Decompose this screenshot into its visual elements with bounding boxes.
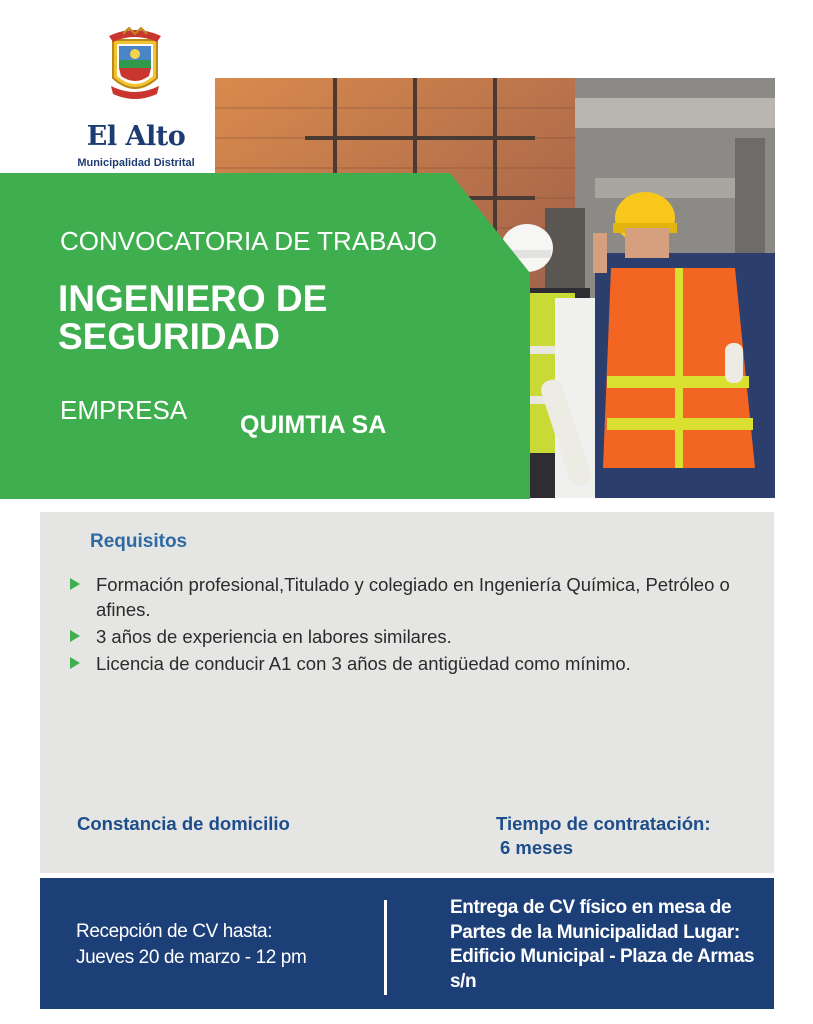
requirement-text: Formación profesional,Titulado y colegiado en Ingeniería Química, Petróleo o afines. bbox=[96, 574, 730, 620]
coat-of-arms-icon bbox=[107, 26, 163, 104]
cv-deadline-date: Jueves 20 de marzo - 12 pm bbox=[76, 947, 307, 968]
company-label: EMPRESA bbox=[60, 395, 188, 425]
residence-certificate-note: Constancia de domicilio bbox=[77, 813, 290, 834]
list-item bbox=[70, 572, 760, 622]
logo-subtitle: Municipalidad Distrital bbox=[77, 157, 195, 169]
bullet-arrow-icon bbox=[70, 657, 80, 669]
contract-duration-label: Tiempo de contratación: bbox=[496, 813, 711, 834]
requirement-text: Licencia de conducir A1 con 3 años de antigüedad como mínimo. bbox=[96, 653, 631, 674]
company-name: QUIMTIA SA bbox=[240, 411, 387, 439]
bullet-arrow-icon bbox=[70, 630, 80, 642]
footer-bar bbox=[40, 878, 774, 1009]
footer-divider bbox=[384, 900, 387, 995]
municipality-logo bbox=[60, 22, 212, 169]
logo-name: El Alto bbox=[86, 121, 186, 152]
contract-duration-value: 6 meses bbox=[500, 837, 574, 858]
contract-duration bbox=[496, 812, 766, 860]
requirement-text: 3 años de experiencia en labores similares. bbox=[96, 626, 452, 647]
cv-deadline-label: Recepción de CV hasta: bbox=[76, 921, 273, 942]
requirements-box bbox=[40, 512, 774, 873]
job-call-label: CONVOCATORIA DE TRABAJO bbox=[60, 226, 438, 256]
requirements-title: Requisitos bbox=[90, 531, 188, 552]
list-item bbox=[70, 624, 760, 649]
job-title: INGENIERO DE SEGURIDAD bbox=[58, 278, 328, 357]
list-item bbox=[70, 651, 760, 676]
requirements-list bbox=[70, 572, 760, 678]
bullet-arrow-icon bbox=[70, 578, 80, 590]
delivery-info: Entrega de CV físico en mesa de Partes de la Municipalidad Lugar: Edificio Municipal - Plaza de Armas s/n bbox=[450, 897, 755, 992]
